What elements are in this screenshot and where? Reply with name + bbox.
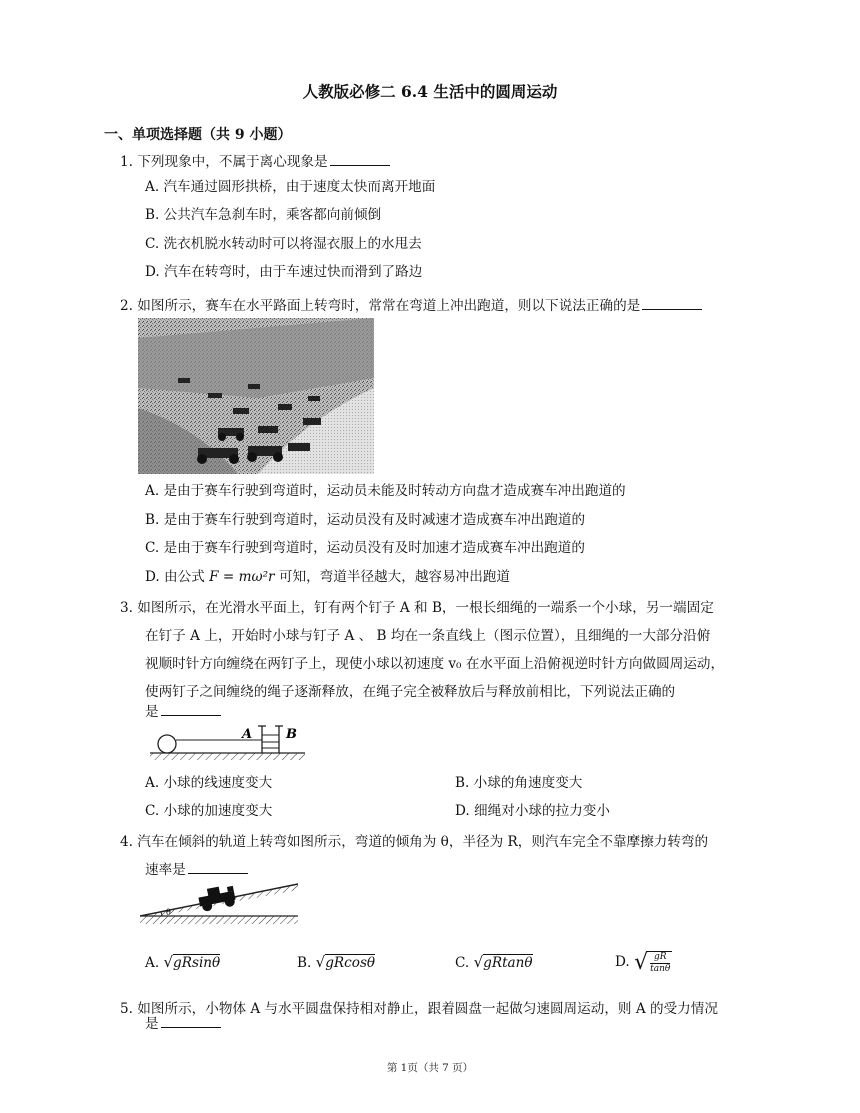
q3-option-c: C. 小球的加速度变大 bbox=[145, 803, 273, 819]
peg-a-label: A bbox=[242, 727, 253, 742]
question-5-line-2: 是 bbox=[145, 1010, 221, 1038]
formula-centripetal: F = mω²r bbox=[209, 569, 275, 585]
banked-curve-diagram bbox=[140, 880, 300, 926]
question-3-line-2: 在钉子 A 上，开始时小球与钉子 A 、 B 均在一条直线上（图示位置），且细绳的一大部分沿俯 bbox=[145, 628, 711, 644]
page-title: 人教版必修二 6.4 生活中的圆周运动 bbox=[302, 82, 558, 101]
q4-option-d: D. √ $\frac{gR}{\tan\theta}$ bbox=[615, 949, 671, 975]
q1-option-b: B. 公共汽车急刹车时，乘客都向前倾倒 bbox=[145, 207, 382, 223]
question-2-stem: 2. 如图所示，赛车在水平路面上转弯时，常常在弯道上冲出跑道，则以下说法正确的是 bbox=[120, 292, 702, 320]
q3-option-a: A. 小球的线速度变大 bbox=[145, 775, 273, 791]
q4-option-c: C. √gRtanθ bbox=[455, 953, 533, 971]
radicand-b: gRcosθ bbox=[325, 955, 376, 971]
question-3-line-4: 使两钉子之间缠绕的绳子逐渐释放，在绳子完全被释放后与释放前相比，下列说法正确的 bbox=[145, 684, 676, 700]
question-1-stem: 1. 下列现象中，不属于离心现象是 bbox=[120, 148, 390, 176]
radicand-c: gRtanθ bbox=[483, 955, 533, 971]
q2-option-c: C. 是由于赛车行驶到弯道时，运动员没有及时加速才造成赛车冲出跑道的 bbox=[145, 540, 585, 556]
q3-option-b: B. 小球的角速度变大 bbox=[455, 775, 583, 791]
fraction-denominator: tanθ bbox=[650, 963, 671, 974]
race-car-photo bbox=[138, 318, 374, 474]
q1-option-c: C. 洗衣机脱水转动时可以将湿衣服上的水甩去 bbox=[145, 236, 422, 252]
answer-blank bbox=[330, 152, 390, 166]
answer-blank bbox=[161, 1014, 221, 1028]
question-3-line-3: 视顺时针方向缠绕在两钉子上，现使小球以初速度 v₀ 在水平面上沿俯视逆时针方向做圆周运动， bbox=[145, 656, 725, 672]
q4-option-a: A. √gRsinθ bbox=[145, 953, 221, 971]
question-3-line-1: 3. 如图所示，在光滑水平面上，钉有两个钉子 A 和 B，一根长细绳的一端系一个小球，另一端固定 bbox=[120, 600, 714, 616]
question-4-line-2: 速率是 bbox=[145, 856, 248, 884]
q2-option-b: B. 是由于赛车行驶到弯道时，运动员没有及时减速才造成赛车冲出跑道的 bbox=[145, 512, 586, 528]
radicand-a: gRsinθ bbox=[173, 955, 221, 971]
answer-blank bbox=[642, 296, 702, 310]
section-heading: 一、单项选择题（共 9 小题） bbox=[104, 127, 292, 143]
svg-text:θ: θ bbox=[166, 908, 171, 917]
fraction-numerator: gR bbox=[650, 952, 670, 964]
question-5-line-1: 5. 如图所示，小物体 A 与水平圆盘保持相对静止，跟着圆盘一起做匀速圆周运动，则 A 的受力情况 bbox=[120, 1001, 718, 1017]
q2-option-d: D. 由公式 F = mω²r 可知，弯道半径越大，越容易冲出跑道 bbox=[145, 569, 510, 585]
q1-option-d: D. 汽车在转弯时，由于车速过快而滑到了路边 bbox=[145, 264, 423, 280]
q2-option-a: A. 是由于赛车行驶到弯道时，运动员未能及时转动方向盘才造成赛车冲出跑道的 bbox=[145, 483, 626, 499]
answer-blank bbox=[188, 860, 248, 874]
q4-option-b: B. √gRcosθ bbox=[297, 953, 376, 971]
peg-b-label: B bbox=[286, 727, 297, 742]
q1-option-a: A. 汽车通过圆形拱桥，由于速度太快而离开地面 bbox=[145, 179, 436, 195]
q3-option-d: D. 细绳对小球的拉力变小 bbox=[455, 803, 610, 819]
answer-blank bbox=[161, 702, 221, 716]
page-footer: 第 1页（共 7 页） bbox=[386, 1062, 474, 1074]
question-4-line-1: 4. 汽车在倾斜的轨道上转弯如图所示，弯道的倾角为 θ，半径为 R，则汽车完全不靠摩擦力转弯的 bbox=[120, 834, 709, 850]
question-3-line-5: 是 bbox=[145, 698, 221, 726]
ball-pegs-diagram bbox=[150, 722, 310, 762]
